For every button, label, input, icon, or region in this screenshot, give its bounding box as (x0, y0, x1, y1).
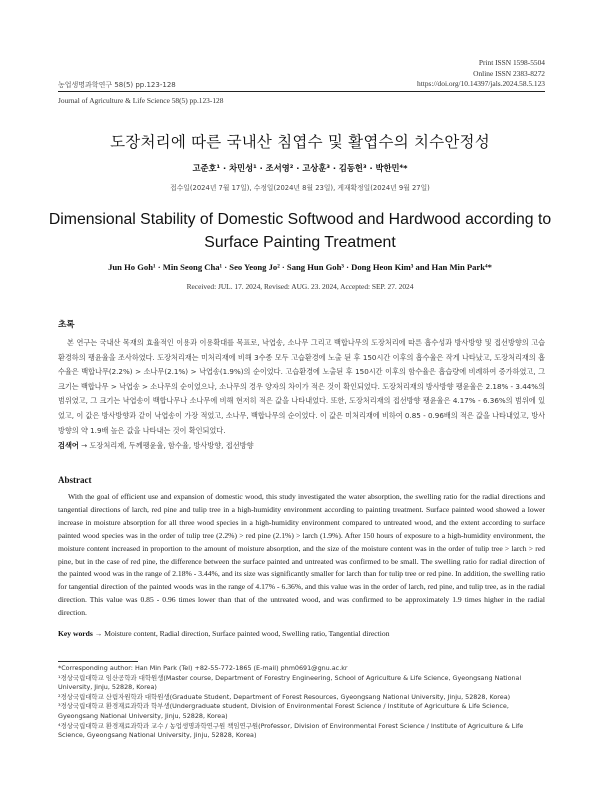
keywords-en-label: Key words (58, 629, 93, 638)
authors-korean: 고준호¹ · 차민성¹ · 조서영² · 고상훈³ · 김동헌³ · 박한민⁴* (192, 163, 408, 173)
journal-name-en: Journal of Agriculture & Life Science 58(5) pp.123-128 (58, 96, 224, 105)
abstract-ko-text: 본 연구는 국내산 목재의 효율적인 이용과 이용확대를 목표로, 낙엽송, 소나무 그리고 백합나무의 도장처리에 따른 흡수성과 방사방향 및 접선방향의 고습환경하의 팽윤율을 조사하였다. 도장처리재는 미처리재에 비해 3수종 모두 고습환경에 노출 된 후 150시간 이후의 흡수율은 작게 나타났고, 도장처리재의 흡수율은 백합나무(2.2%) > 소나무(2.1%) > 낙엽송(1.9%)의 순이었다. 고습환경에 노출된 후 150시간 이후의 함수율은 흡습량에 비례하여 증가하였고, 그 크기는 백합나무 > 낙엽송 > 소나무의 순이었으나, 소나무의 경우 양자의 차이가 적은 것이 확인되었다. 도장처리재의 방사방향 팽윤율은 2.18% - 3.44%의 범위였고, 그 크기는 낙엽송이 백합나무나 소나무에 비해 현저히 적은 값을 나타내었다. 또한, 도장처리재의 접선방향 팽윤율은 4.17% - 6.36%의 범위에 있었고, 이 값은 방사방향과 같이 낙엽송이 가장 적었고, 소나무, 백합나무의 순이었다. 이 값은 미처리재에 비하여 0.85 - 0.96배의 적은 값을 나타내었고, 방사방향의 약 1.9배 높은 값을 나타내는 것이 확인되었다. (58, 338, 545, 435)
keywords-ko (58, 441, 545, 451)
online-issn: Online ISSN 2383-8272 (473, 68, 545, 78)
footnote-affiliation-2: ²경상국립대학교 산림자원학과 대학원생(Graduate Student, Department of Forest Resources, Gyeongsang National University, Jinju, 52828, Korea) (58, 692, 511, 701)
keywords-ko-values: 도장처리재, 두께팽윤율, 함수율, 방사방향, 접선방향 (89, 441, 254, 450)
authors-english: Jun Ho Goh¹ · Min Seong Cha¹ · Seo Yeong Jo² · Sang Hun Goh³ · Dong Heon Kim³ and Han Min Park⁴* (108, 262, 492, 272)
footnote-affiliation-1: ¹경상국립대학교 임산공학과 대학원생(Master course, Department of Forestry Engineering, School of Agriculture & Life Science, Gyeongsang National University, Jinju, 52828, Korea) (58, 673, 522, 692)
keywords-en-sep: → (92, 629, 105, 638)
dates-english: Received: JUL. 17. 2024, Revised: AUG. 23. 2024, Accepted: SEP. 27. 2024 (186, 282, 414, 291)
abstract-en-text: With the goal of efficient use and expansion of domestic wood, this study investigated the water absorption, the swelling ratio for the radial directions and tangential directions of larch, red pine and tulip tree in a high-humidity environment according to painting treatment. Surface painted wood showed a lower increase in moisture absorption for all three wood species in a high-humidity environment compared to untreated wood, and the extent according to surface painted wood species was in the order of tulip tree (2.2%) > red pine (2.1%) > larch (1.9%). After 150 hours of exposure to a high-humidity environment, the moisture content increased in proportion to the amount of moisture absorption, and the size of the moisture content was in the order of tulip tree > larch > red pine, but in the case of red pine, the difference between the surface painted and untreated was confirmed to be small. The swelling ratio for radial direction of the painted wood was in the range of 2.18% - 3.44%, and its size was significantly smaller for larch than for tulip tree or red pine. In addition, the swelling ratio for tangential direction of the painted woods was in the range of 4.17% - 6.36%, and this value was in the order of larch, red pine, and tulip tree, as in the radial direction. This value was 0.85 - 0.96 times lower than that of the untreated wood, and was confirmed to be approximately 1.9 times higher in the radial direction. (58, 492, 545, 618)
title-english: Dimensional Stability of Domestic Softwood and Hardwood according to Surface Painting Treatment (48, 211, 552, 251)
header-rule (58, 91, 545, 92)
doi-link[interactable]: https://doi.org/10.14397/jals.2024.58.5.123 (417, 79, 545, 88)
dates-korean: 접수일(2024년 7월 17일), 수정일(2024년 8월 23일), 게재확정일(2024년 9월 27일) (170, 184, 430, 192)
footnote-affiliation-4: ⁴경상국립대학교 환경재료과학과 교수 / 농업생명과학연구원 책임연구원(Professor, Division of Environmental Forest Science / Institute of Agriculture & Life Science, Gyeongsang National University, Jinju, 52828, Korea) (58, 721, 524, 740)
footnote-rule (58, 661, 138, 662)
abstract-en-heading: Abstract (58, 475, 92, 485)
issn-block (417, 58, 545, 90)
keywords-en (58, 629, 545, 638)
title-korean: 도장처리에 따른 국내산 침엽수 및 활엽수의 치수안정성 (110, 133, 490, 151)
keywords-ko-label: 검색어 (58, 441, 79, 450)
footnote-affiliation-3: ³경상국립대학교 환경재료과학과 학부생(Undergraduate student, Division of Environmental Forest Science / Institute of Agriculture & Life Science, Gyeongsang National University, Jinju, 52828, Korea) (58, 702, 509, 720)
footnote-corresponding: *Corresponding author: Han Min Park (Tel) +82-55-772-1865 (E-mail) phm0691@gnu.ac.kr (58, 664, 348, 672)
journal-name-ko: 농업생명과학연구 58(5) pp.123-128 (58, 81, 176, 89)
footnotes (58, 664, 545, 741)
print-issn: Print ISSN 1598-5504 (478, 58, 545, 67)
keywords-en-values: Moisture content, Radial direction, Surface painted wood, Swelling ratio, Tangential direction (104, 629, 390, 638)
keywords-ko-sep: → (78, 441, 90, 450)
abstract-ko-heading: 초록 (58, 320, 75, 330)
